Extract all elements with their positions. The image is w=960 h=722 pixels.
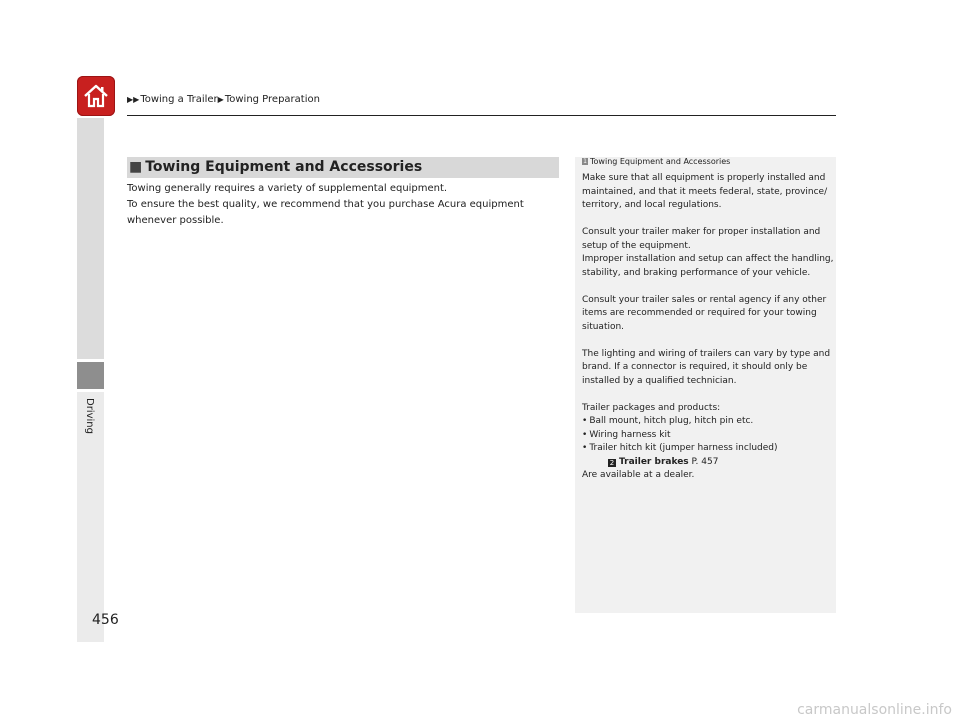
reference-page: P. 457 <box>688 456 719 467</box>
note-paragraph: Consult your trailer maker for proper installation and setup of the equipment. <box>582 227 821 251</box>
breadcrumb-arrow-icon: ▶▶ <box>127 95 140 104</box>
section-title: Towing Equipment and Accessories <box>145 159 423 175</box>
note-bullet-list <box>582 415 834 456</box>
sidebar-note-title <box>582 157 730 166</box>
body-paragraph: To ensure the best quality, we recommend that you purchase Acura equipment whenever possible. <box>127 199 524 226</box>
sidebar-note-title-text: Towing Equipment and Accessories <box>590 157 731 166</box>
home-icon <box>82 82 110 110</box>
cross-reference-link[interactable] <box>582 456 834 470</box>
side-tab-driving[interactable] <box>77 362 104 389</box>
watermark: carmanualsonline.info <box>797 702 952 718</box>
list-item: • Trailer hitch kit (jumper harness included) <box>582 442 834 456</box>
note-paragraph: Are available at a dealer. <box>582 470 695 480</box>
note-paragraph: Improper installation and setup can affect the handling, stability, and braking performance of your vehicle. <box>582 254 834 278</box>
home-button[interactable] <box>77 76 115 116</box>
note-paragraph: Consult your trailer sales or rental agency if any other items are recommended or required for your towing situation. <box>582 294 827 332</box>
side-tab-label: Driving <box>84 398 95 434</box>
header-divider <box>127 115 836 116</box>
page-number: 456 <box>92 612 119 628</box>
list-item: • Ball mount, hitch plug, hitch pin etc. <box>582 415 834 429</box>
section-heading <box>127 157 559 178</box>
note-paragraph: The lighting and wiring of trailers can vary by type and brand. If a connector is required, it should only be installed by a qualified technician. <box>582 348 831 386</box>
note-marker-icon: 1 <box>583 158 587 165</box>
section-body <box>127 181 557 229</box>
breadcrumb-item-towing-preparation[interactable]: Towing Preparation <box>224 94 320 105</box>
note-paragraph: Make sure that all equipment is properly installed and maintained, and that it meets federal, state, province/ territory, and local regulations. <box>582 173 828 210</box>
sidebar-note-body <box>582 172 834 483</box>
side-tab-strip-top <box>77 118 104 359</box>
breadcrumb-separator-icon: ▶ <box>217 95 224 104</box>
reference-label: Trailer brakes <box>619 456 689 467</box>
breadcrumb-item-towing-a-trailer[interactable]: Towing a Trailer <box>140 94 218 105</box>
note-paragraph: Trailer packages and products: <box>582 402 721 413</box>
section-marker-icon: ■ <box>129 159 143 175</box>
body-paragraph: Towing generally requires a variety of supplemental equipment. <box>127 183 448 194</box>
list-item: • Wiring harness kit <box>582 429 834 443</box>
reference-arrow-icon: 2 <box>609 458 615 467</box>
breadcrumb <box>127 94 320 105</box>
